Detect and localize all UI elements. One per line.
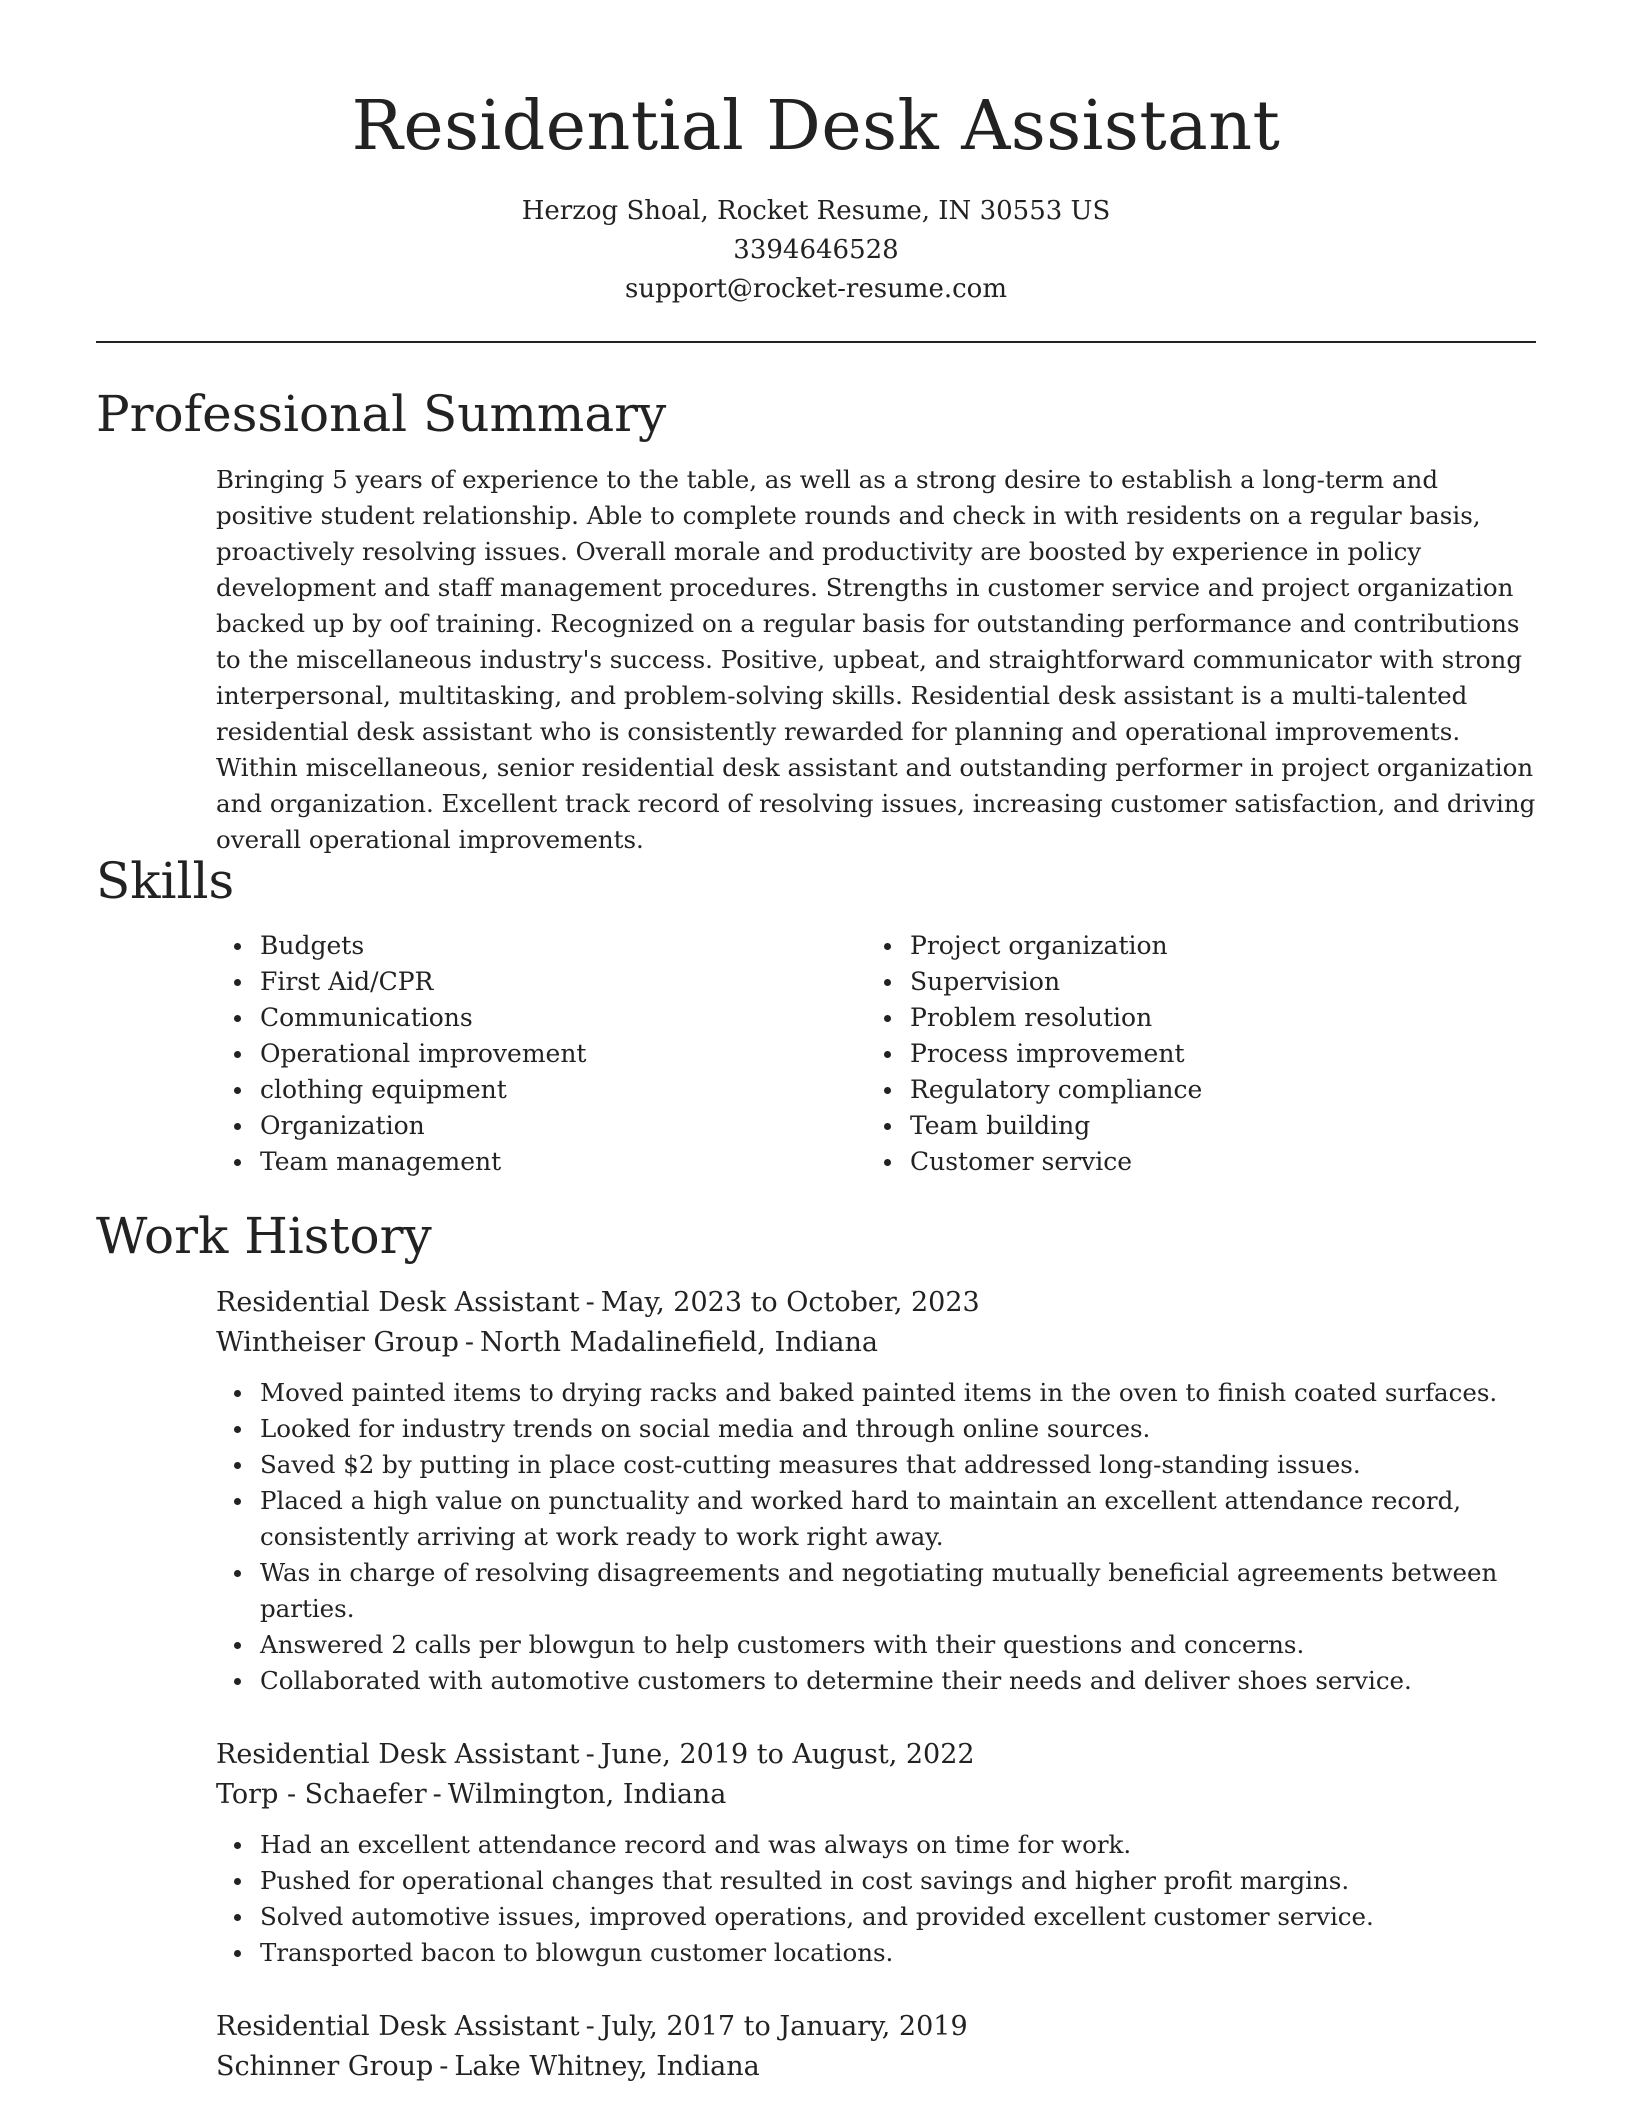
job-duty: Moved painted items to drying racks and baked painted items in the oven to finish coated surfaces. — [216, 1375, 1536, 1411]
job-title-line: Residential Desk Assistant - May, 2023 to October, 2023 — [216, 1287, 980, 1318]
job-company: Torp - Schaefer — [216, 1779, 427, 1810]
contact-phone: 3394646528 — [733, 235, 899, 265]
job-title-line: Residential Desk Assistant - June, 2019 to August, 2022 — [216, 1739, 975, 1770]
job-entry — [216, 2007, 1536, 2087]
job-duty: Collaborated with automotive customers to determine their needs and deliver shoes service. — [216, 1663, 1536, 1699]
job-company-line: Wintheiser Group - North Madalinefield, Indiana — [216, 1327, 879, 1358]
job-company: Wintheiser Group — [216, 1327, 459, 1358]
job-location: North Madalinefield, Indiana — [480, 1327, 879, 1358]
job-location: Lake Whitney, Indiana — [454, 2051, 760, 2082]
skill-item: First Aid/CPR — [216, 964, 816, 1000]
skill-item: Communications — [216, 1000, 816, 1036]
skill-item: Customer service — [866, 1144, 1486, 1180]
job-duty: Had an excellent attendance record and was always on time for work. — [216, 1827, 1536, 1863]
summary-heading: Professional Summary — [96, 385, 667, 443]
skill-item: Regulatory compliance — [866, 1072, 1486, 1108]
summary-text: Bringing 5 years of experience to the table, as well as a strong desire to establish a long-term and positive student relationship. Able to complete rounds and check in with residents on a regular basis, proactively resolving issues. Overall morale and productivity are boosted by experience in policy development and staff management procedures. Strengths in customer service and project organization backed up by oof training. Recognized on a regular basis for outstanding performance and contributions to the miscellaneous industry's success. Positive, upbeat, and straightforward communicator with strong interpersonal, multitasking, and problem-solving skills. Residential desk assistant is a multi-talented residential desk assistant who is consistently rewarded for planning and operational improvements. Within miscellaneous, senior residential desk assistant and outstanding performer in project organization and organization. Excellent track record of resolving issues, increasing customer satisfaction, and driving overall operational improvements. — [216, 465, 1536, 854]
skill-item: Project organization — [866, 928, 1486, 964]
skills-column-right — [866, 928, 1486, 1180]
job-duty: Solved automotive issues, improved operations, and provided excellent customer service. — [216, 1899, 1536, 1935]
job-duty: Placed a high value on punctuality and worked hard to maintain an excellent attendance record, consistently arriving at work ready to work right away. — [216, 1483, 1536, 1555]
job-entry — [216, 1735, 1536, 1971]
job-company-line: Torp - Schaefer - Wilmington, Indiana — [216, 1779, 727, 1810]
skill-item: Team building — [866, 1108, 1486, 1144]
contact-block — [0, 192, 1632, 309]
job-duty: Saved $2 by putting in place cost-cutting measures that addressed long-standing issues. — [216, 1447, 1536, 1483]
job-title: Residential Desk Assistant — [216, 2011, 580, 2042]
job-entry — [216, 1283, 1536, 1699]
job-duty: Was in charge of resolving disagreements and negotiating mutually beneficial agreements between parties. — [216, 1555, 1536, 1627]
skill-item: Operational improvement — [216, 1036, 816, 1072]
job-duty: Pushed for operational changes that resulted in cost savings and higher profit margins. — [216, 1863, 1536, 1899]
skill-item: Process improvement — [866, 1036, 1486, 1072]
job-company: Schinner Group — [216, 2051, 434, 2082]
skill-item: Organization — [216, 1108, 816, 1144]
skill-item: clothing equipment — [216, 1072, 816, 1108]
job-dates: May, 2023 to October, 2023 — [600, 1287, 980, 1318]
candidate-name: Residential Desk Assistant — [351, 87, 1281, 166]
skill-item: Budgets — [216, 928, 816, 964]
job-dates: June, 2019 to August, 2022 — [600, 1739, 975, 1770]
contact-email: support@rocket-resume.com — [624, 274, 1007, 304]
job-duty: Transported bacon to blowgun customer locations. — [216, 1935, 1536, 1971]
job-location: Wilmington, Indiana — [447, 1779, 727, 1810]
job-title-line: Residential Desk Assistant - July, 2017 to January, 2019 — [216, 2011, 968, 2042]
job-duty: Answered 2 calls per blowgun to help customers with their questions and concerns. — [216, 1627, 1536, 1663]
contact-address: Herzog Shoal, Rocket Resume, IN 30553 US — [521, 196, 1111, 226]
work-history-heading: Work History — [96, 1207, 432, 1265]
skills-heading: Skills — [96, 852, 235, 910]
skill-item: Supervision — [866, 964, 1486, 1000]
skill-item: Team management — [216, 1144, 816, 1180]
job-dates: July, 2017 to January, 2019 — [600, 2011, 968, 2042]
header-divider — [96, 341, 1536, 343]
job-title: Residential Desk Assistant — [216, 1739, 580, 1770]
skill-item: Problem resolution — [866, 1000, 1486, 1036]
skills-column-left — [216, 928, 816, 1180]
job-duty: Looked for industry trends on social media and through online sources. — [216, 1411, 1536, 1447]
job-duties — [216, 1375, 1536, 1699]
job-title: Residential Desk Assistant — [216, 1287, 580, 1318]
job-company-line: Schinner Group - Lake Whitney, Indiana — [216, 2051, 760, 2082]
job-duties — [216, 1827, 1536, 1971]
